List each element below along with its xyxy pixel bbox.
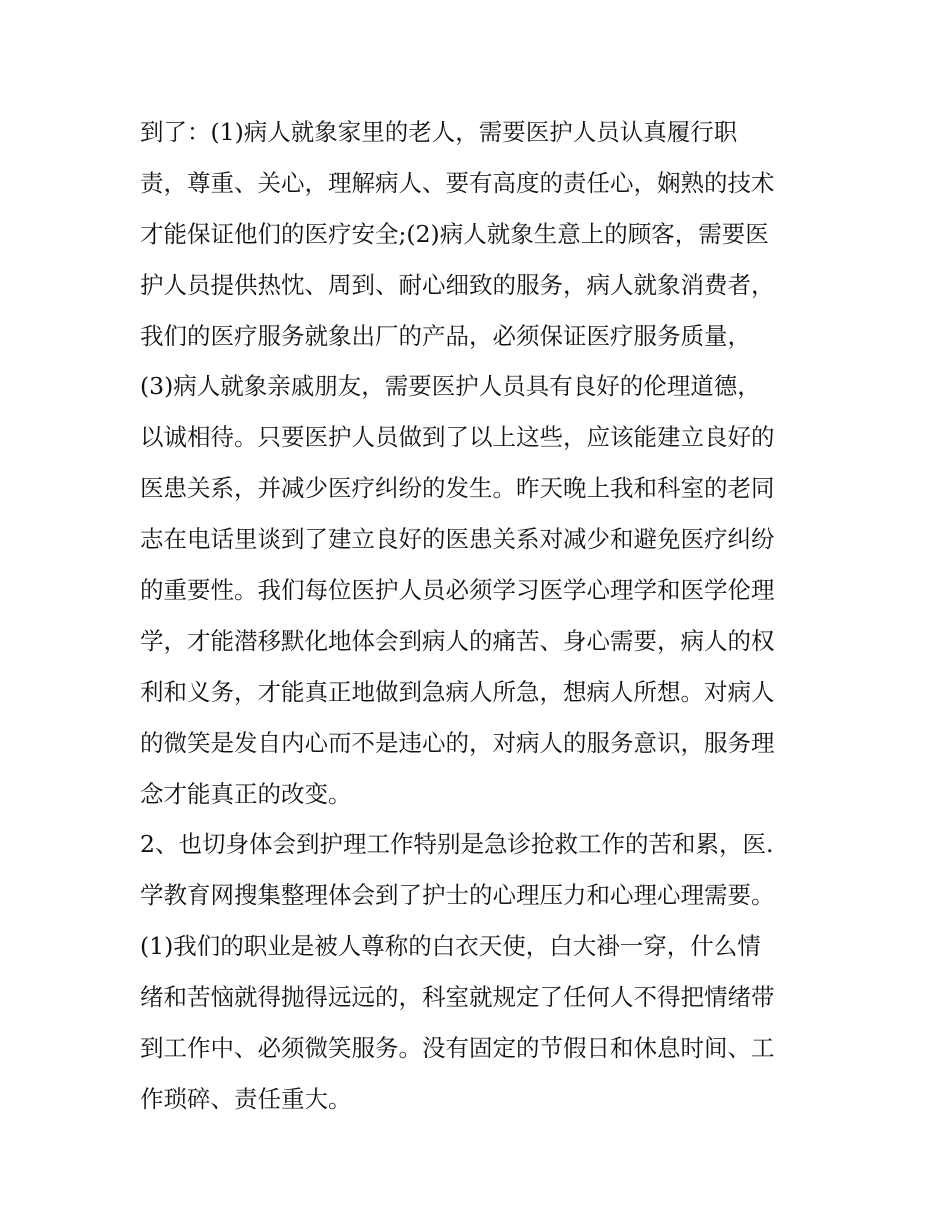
text-line: 作琐碎、责任重大。 [140,1084,352,1113]
text-line: 学，才能潜移默化地体会到病人的痛苦、身心需要，病人的权 [140,626,775,655]
text-line: 医患关系，并减少医疗纠纷的发生。昨天晚上我和科室的老同 [140,474,775,503]
text-line: 2、也切身体会到护理工作特别是急诊抢救工作的苦和累，医. [140,830,774,859]
text-line: 我们的医疗服务就象出厂的产品，必须保证医疗服务质量， [140,321,751,350]
text-line: 责，尊重、关心，理解病人、要有高度的责任心，娴熟的技术 [140,168,775,197]
text-line: 绪和苦恼就得抛得远远的，科室就规定了任何人不得把情绪带 [140,983,775,1012]
text-line: 到了：(1)病人就象家里的老人，需要医护人员认真履行职 [140,118,738,146]
text-line: 的微笑是发自内心而不是违心的，对病人的服务意识，服务理 [140,728,775,757]
text-line: 到工作中、必须微笑服务。没有固定的节假日和休息时间、工 [140,1034,775,1063]
text-line: 的重要性。我们每位医护人员必须学习医学心理学和医学伦理 [140,576,775,605]
body-text [140,107,820,1125]
text-line: 念才能真正的改变。 [140,779,352,808]
text-line: 志在电话里谈到了建立良好的医患关系对减少和避免医疗纠纷 [140,525,775,554]
text-line: 护人员提供热忱、周到、耐心细致的服务，病人就象消费者， [140,270,775,299]
text-line: (3)病人就象亲戚朋友，需要医护人员具有良好的伦理道德， [140,372,761,401]
text-line: (1)我们的职业是被人尊称的白衣天使，白大褂一穿，什么情 [140,932,761,961]
text-line: 学教育网搜集整理体会到了护士的心理压力和心理心理需要。 [140,881,775,910]
text-line: 利和义务，才能真正地做到急病人所急，想病人所想。对病人 [140,677,775,706]
text-line: 才能保证他们的医疗安全;(2)病人就象生意上的顾客，需要医 [140,219,769,248]
text-line: 以诚相待。只要医护人员做到了以上这些，应该能建立良好的 [140,423,775,452]
